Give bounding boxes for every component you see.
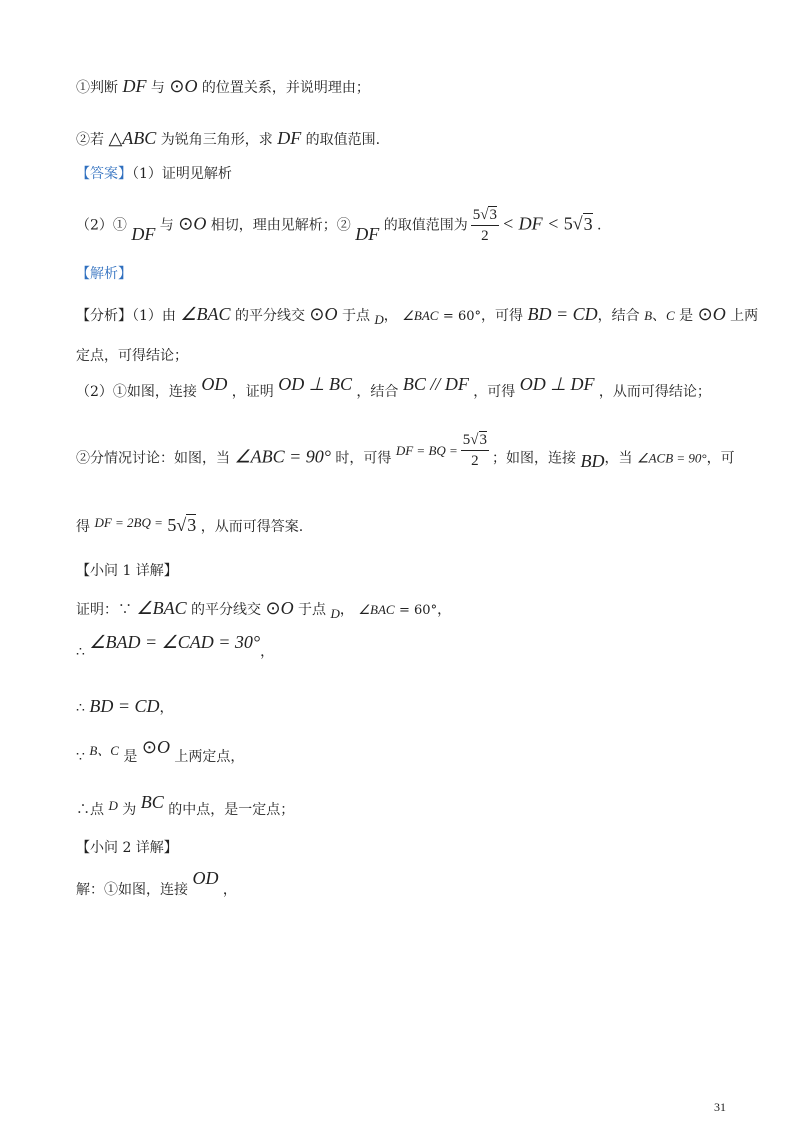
proof-line-2: ∴ ∠BAD = ∠CAD = 30°， <box>76 632 275 660</box>
question-part-2: ②若 △ABC 为锐角三角形，求 DF 的取值范围. <box>76 128 381 148</box>
analysis-heading: 【解析】 <box>76 266 132 282</box>
analysis-line-3: （2）①如图，连接 OD ，证明 OD ⊥ BC ，结合 BC // DF ，可得 OD ⊥ DF ，从而可得结论； <box>76 374 711 400</box>
proof-line-5: ∴点 D 为 BC 的中点，是一定点； <box>76 792 295 818</box>
analysis-line-5: 得 DF = 2BQ = 5√3 ，从而可得答案. <box>76 515 304 535</box>
answer-line: 【答案】（1）证明见解析 <box>76 166 232 182</box>
proof-line-3: ∴ BD = CD， <box>76 696 174 716</box>
fraction: $\frac{5√3}{2}$ <box>462 432 488 469</box>
proof-line-4: ∵ B、C 是 ⊙O 上两定点， <box>76 737 245 765</box>
question-part-1: ①判断 DF 与 ⊙O 的位置关系，并说明理由； <box>76 76 370 96</box>
fraction: $\frac{5√3}{2}$ <box>472 207 497 244</box>
answer-part-2: （2）① DF 与 ⊙O 相切，理由见解析；② DF 的取值范围为 $\frac{5√3}{2}$ < DF < 5√3 . <box>76 207 602 244</box>
analysis-line-2: 定点，可得结论； <box>76 348 188 364</box>
analysis-line-4: ②分情况讨论：如图，当 ∠ABC = 90° 时，可得 DF = BQ = $\frac{5√3}{2}$ ；如图，连接 BD，当 ∠ACB = 90°，可 <box>76 432 735 471</box>
proof-line-1: 证明：∵ ∠BAC 的平分线交 ⊙O 于点 D， ∠BAC = 60°， <box>76 598 452 621</box>
sub-question-2-heading: 【小问 2 详解】 <box>76 840 178 856</box>
solution-line-1: 解：①如图，连接 OD ， <box>76 868 237 898</box>
page-number: 31 <box>714 1100 726 1114</box>
sub-question-1-heading: 【小问 1 详解】 <box>76 563 178 579</box>
analysis-line-1: 【分析】（1）由 ∠BAC 的平分线交 ⊙O 于点 D， ∠BAC = 60°，可得 BD = CD，结合 B、C 是 ⊙O 上两 <box>76 304 759 327</box>
